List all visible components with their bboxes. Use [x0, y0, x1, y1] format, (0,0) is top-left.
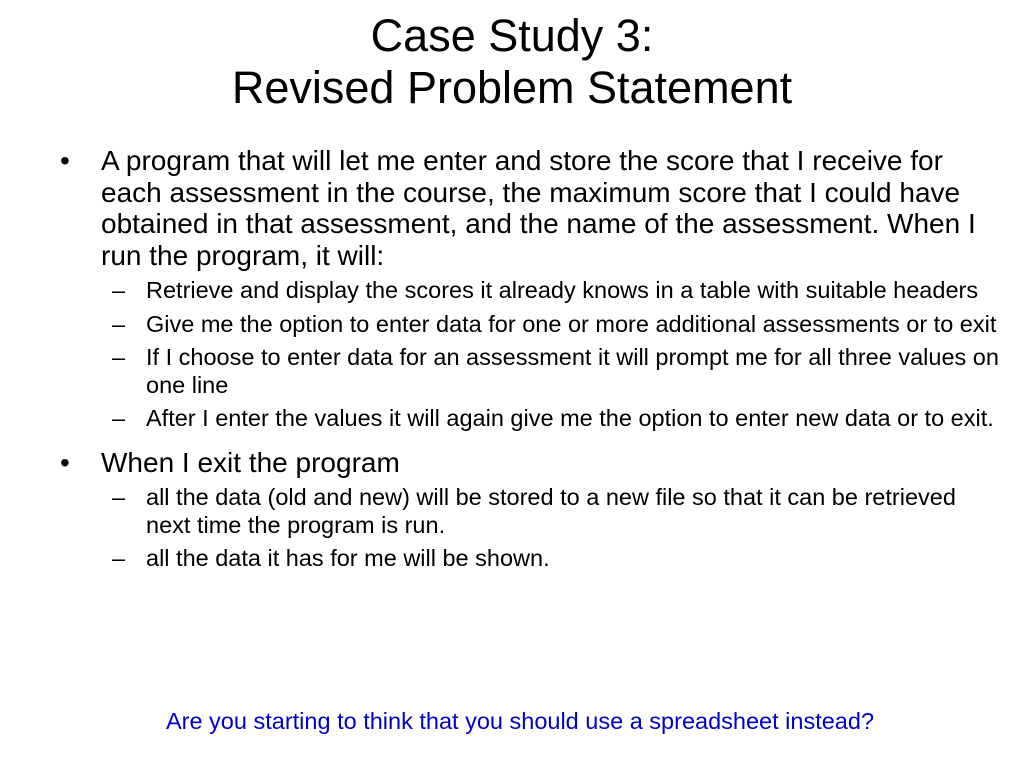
title-line-2: Revised Problem Statement [231, 62, 793, 113]
sub-bullet-item [60, 311, 1000, 339]
dash-icon: – [112, 484, 126, 510]
title-line-1: Case Study 3: [370, 10, 654, 61]
dash-icon: – [112, 310, 126, 337]
bullet-icon: • [60, 145, 70, 176]
sub-bullet-list [60, 484, 1000, 573]
sub-bullet-text: Give me the option to enter data for one or more additional assessments or to exit [146, 310, 997, 337]
sub-bullet-list [60, 277, 1000, 433]
footer-note: Are you starting to think that you should use a spreadsheet instead? [165, 708, 875, 734]
sub-bullet-item [60, 545, 1000, 573]
slide-body [60, 145, 1000, 579]
bullet-item [60, 447, 1000, 479]
sub-bullet-text: all the data it has for me will be shown. [146, 545, 550, 571]
dash-icon: – [112, 545, 126, 571]
slide-title [0, 10, 1024, 114]
sub-bullet-text: If I choose to enter data for an assessment it will prompt me for all three values on one line [146, 344, 999, 398]
sub-bullet-item [60, 405, 1000, 433]
bullet-text: When I exit the program [101, 446, 400, 478]
sub-bullet-item [60, 277, 1000, 305]
sub-bullet-text: After I enter the values it will again give me the option to enter new data or to exit. [146, 405, 994, 431]
sub-bullet-text: Retrieve and display the scores it already knows in a table with suitable headers [146, 277, 979, 303]
bullet-item [60, 145, 1000, 271]
dash-icon: – [112, 277, 126, 303]
sub-bullet-item [60, 484, 1000, 539]
dash-icon: – [112, 405, 126, 431]
sub-bullet-item [60, 344, 1000, 399]
sub-bullet-text: all the data (old and new) will be stored to a new file so that it can be retrieved next time the program is run. [146, 484, 956, 538]
bullet-text: A program that will let me enter and store the score that I receive for each assessment in the course, the maximum score that I could have obtained in that assessment, and the name of the assessment. When I run the program, it will: [101, 145, 976, 271]
dash-icon: – [112, 344, 126, 370]
bullet-icon: • [60, 446, 70, 478]
